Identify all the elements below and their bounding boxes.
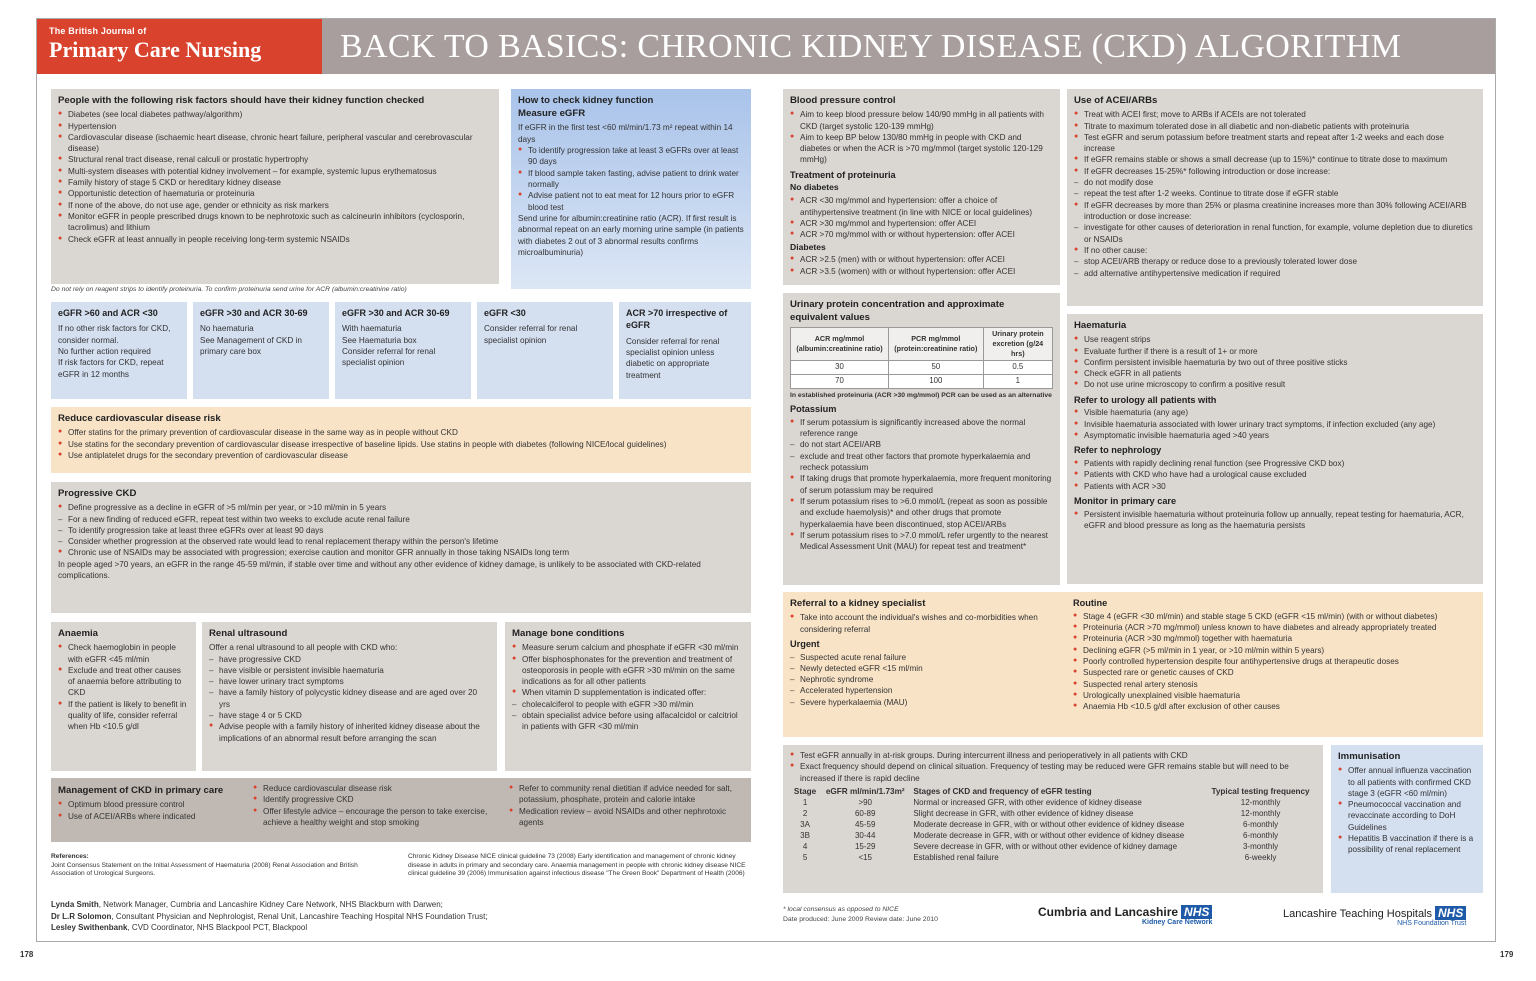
list-item: – For a new finding of reduced eGFR, repeat test within two weeks to exclude acute renal failure	[58, 514, 744, 525]
anaemia-box	[51, 622, 196, 771]
no-diabetes-list	[790, 195, 1053, 240]
kidney-care-network-logo	[1038, 905, 1212, 926]
egfr-outcome-line: No further action required	[58, 347, 151, 357]
list-item: ● Monitor eGFR in people prescribed drugs known to be nephrotoxic such as calcineurin inhibitors (cyclosporin, tacrolimus) and lithium	[58, 211, 492, 234]
list-item: ● If serum potassium rises to >7.0 mmol/L refer urgently to the nearest Medical Assessment Unit (MAU) for repeat test and treatment*	[790, 530, 1053, 553]
monitor-title: Monitor in primary care	[1074, 496, 1177, 507]
list-item: ● Stage 4 (eGFR <30 ml/min) and stable stage 5 CKD (eGFR <15 ml/min) (with or without diabetes)	[1073, 611, 1478, 622]
author-role: , Network Manager, Cumbria and Lancashire Kidney Care Network, NHS Blackburn with Darwen;	[98, 900, 443, 909]
list-item: – To identify progression take at least three eGFRs over at least 90 days	[58, 525, 744, 536]
list-item: ● Aim to keep BP below 130/80 mmHg in people with CKD and diabetes or when the ACR is >70 mg/mmol (target systolic 120-129 mmHg)	[790, 132, 1053, 166]
table-row	[791, 375, 1053, 389]
list-item: ● Patients with CKD who have had a urological cause excluded	[1074, 469, 1476, 480]
list-item: – have stage 4 or 5 CKD	[209, 710, 490, 721]
list-item: ● If eGFR decreases by more than 25% or plasma creatinine increases more than 30% following ACEI/ARB introduction or dose increase:	[1074, 200, 1476, 223]
list-item: ● ACR <30 mg/mmol and hypertension: offer a choice of antihypertensive treatment (in line with NICE or local guidelines)	[790, 195, 1053, 218]
table-cell: 6-monthly	[1242, 831, 1279, 841]
logo1-text: Cumbria and Lancashire	[1038, 905, 1179, 919]
ckd-stages-table	[790, 786, 1316, 864]
cvd-risk-list	[58, 427, 744, 461]
list-item: ● Use reagent strips	[1074, 334, 1476, 345]
logo2-sub: NHS Foundation Trust	[1397, 920, 1467, 927]
ckd-stages-box	[783, 745, 1323, 893]
list-item: ● Check eGFR in all patients	[1074, 368, 1476, 379]
list-item: ● Pneumococcal vaccination and revaccinate according to DoH Guidelines	[1338, 799, 1476, 833]
list-item: ● Structural renal tract disease, renal calculi or prostatic hypertrophy	[58, 154, 492, 165]
list-item: – have visible or persistent invisible haematuria	[209, 665, 490, 676]
table-header: Typical testing frequency	[1211, 786, 1310, 796]
egfr-outcome-box	[193, 302, 329, 399]
author-role: , CVD Coordinator, NHS Blackpool PCT, Blackpool	[127, 923, 308, 933]
table-header: Stages of CKD and frequency of eGFR testing	[913, 786, 1092, 796]
egfr-outcome-line: Consider referral for renal specialist opinion	[484, 324, 578, 345]
list-item: ● Measure serum calcium and phosphate if eGFR <30 ml/min	[512, 642, 744, 653]
egfr-outcome-line: Consider referral for renal specialist opinion unless diabetic on appropriate treatment	[626, 336, 720, 380]
diabetes-list	[790, 254, 1053, 277]
anaemia-list	[58, 642, 189, 733]
list-item: ● Offer lifestyle advice – encourage the person to take exercise, achieve a healthy weight and stop smoking	[253, 806, 498, 829]
table-cell: 1	[983, 375, 1052, 389]
list-item: ● Advise people with a family history of inherited kidney disease about the implications of an abnormal result before arranging the scan	[209, 721, 490, 744]
table-cell: 3-monthly	[1242, 842, 1279, 852]
table-cell: 3B	[800, 831, 810, 841]
list-item: ● If eGFR remains stable or shows a small decrease (up to 15%)* continue to titrate dose to maximum	[1074, 154, 1476, 165]
list-item: ● Suspected renal artery stenosis	[1073, 679, 1478, 690]
table-cell: 50	[889, 361, 984, 375]
page-title: BACK TO BASICS: CHRONIC KIDNEY DISEASE (CKD) ALGORITHM	[322, 19, 1496, 74]
management-box	[51, 778, 751, 842]
blood-pressure-box	[783, 89, 1060, 285]
list-item: ● Asymptomatic invisible haematuria aged >40 years	[1074, 430, 1476, 441]
list-item: ● Aim to keep blood pressure below 140/90 mmHg in all patients with CKD (target systolic 120-139 mmHg)	[790, 109, 1053, 132]
how-to-check-title: How to check kidney function	[518, 95, 654, 106]
renal-ultrasound-title: Renal ultrasound	[209, 628, 288, 639]
management-col-2	[253, 783, 498, 828]
measure-egfr-title: Measure eGFR	[518, 108, 586, 120]
potassium-list	[790, 417, 1053, 553]
progressive-ckd-title: Progressive CKD	[58, 488, 137, 499]
egfr-outcome-line: If no other risk factors for CKD, consider normal.	[58, 324, 171, 345]
acei-list	[1074, 109, 1476, 279]
haematuria-box	[1067, 314, 1483, 584]
list-item: ● Check haemoglobin in people with eGFR <45 ml/min	[58, 642, 189, 665]
list-item: ● To identify progression take at least 3 eGFRs over at least 90 days	[518, 145, 744, 168]
list-item: ● Confirm persistent invisible haematuria by two out of three positive sticks	[1074, 357, 1476, 368]
author-role: , Consultant Physician and Nephrologist, Renal Unit, Lancashire Teaching Hospital NHS Foundation Trust;	[111, 911, 488, 921]
authors	[51, 899, 488, 934]
proteinuria-title: Treatment of proteinuria	[790, 169, 896, 180]
egfr-outcome-line: Consider referral for renal specialist opinion	[342, 347, 436, 368]
author-name: Dr L.R Solomon	[51, 911, 112, 921]
list-item: – stop ACEI/ARB therapy or reduce dose to a previously tolerated lower dose	[1074, 256, 1476, 267]
list-item: ● Check eGFR at least annually in people receiving long-term systemic NSAIDs	[58, 234, 492, 245]
list-item: ● Medication review – avoid NSAIDs and other nephrotoxic agents	[509, 806, 747, 829]
egfr-outcome-box	[619, 302, 751, 399]
list-item: ● Offer annual influenza vaccination to all patients with confirmed CKD stage 3 (eGFR <60 ml/min)	[1338, 765, 1476, 799]
table-cell: Slight decrease in GFR, with other evidence of kidney disease	[913, 809, 1134, 819]
table-cell: 5	[802, 853, 808, 863]
table-header: eGFR ml/min/1.73m²	[825, 786, 905, 796]
list-item: – have a family history of polycystic kidney disease and are aged over 20 yrs	[209, 687, 490, 710]
table-cell: 1	[802, 798, 808, 808]
table-header: Urinary protein excretion (g/24 hrs)	[983, 328, 1052, 361]
list-item: ● Visible haematuria (any age)	[1074, 407, 1476, 418]
table-row	[790, 852, 1316, 863]
table-cell: 15-29	[854, 842, 876, 852]
table-cell: 30	[791, 361, 889, 375]
list-item: ● Offer bisphosphonates for the prevention and treatment of osteoporosis in people with eGFR >30 ml/min on the same indications as for all other patients	[512, 654, 744, 688]
list-item: ● If eGFR decreases 15-25%* following introduction or dose increase:	[1074, 166, 1476, 177]
monitor-list	[1074, 509, 1476, 532]
list-item: ● Invisible haematuria associated with lower urinary tract symptoms, if infection excluded (any age)	[1074, 419, 1476, 430]
poster	[36, 18, 1496, 942]
table-cell: Normal or increased GFR, with other evidence of kidney disease	[913, 798, 1142, 808]
progressive-ckd-list	[58, 502, 744, 559]
nhs-logo-icon: NHS	[1435, 906, 1466, 920]
list-item: ● Hypertension	[58, 121, 492, 132]
urgent-title: Urgent	[790, 638, 820, 649]
blood-pressure-list	[790, 109, 1053, 166]
bone-conditions-box	[505, 622, 751, 771]
references-left	[51, 853, 391, 879]
renal-ultrasound-list	[209, 654, 490, 745]
anaemia-title: Anaemia	[58, 628, 98, 639]
author-line	[51, 922, 488, 934]
journal-logo-small: The British Journal of	[49, 26, 147, 36]
table-cell: 30-44	[854, 831, 876, 841]
routine-title: Routine	[1073, 598, 1108, 608]
list-item: ● If the patient is likely to benefit in quality of life, consider referral when Hb <10.5 g/dl	[58, 699, 189, 733]
table-cell: Severe decrease in GFR, with or without other evidence of kidney damage	[913, 842, 1178, 852]
blood-pressure-title: Blood pressure control	[790, 95, 896, 106]
management-col-1	[58, 784, 243, 822]
risk-factors-title: People with the following risk factors should have their kidney function checked	[58, 95, 425, 106]
egfr-outcome-line: With haematuria	[342, 324, 402, 334]
list-item: – Accelerated hypertension	[790, 685, 1062, 696]
haematuria-title: Haematuria	[1074, 320, 1127, 331]
nephrology-list	[1074, 458, 1476, 492]
list-item: ● Persistent invisible haematuria without proteinuria follow up annually, repeat testing for haematuria, ACR, eGFR and blood pressure as long as the haematuria persists	[1074, 509, 1476, 532]
how-to-check-box	[511, 89, 751, 289]
table-header: Stage	[793, 786, 817, 796]
list-item: ● Multi-system diseases with potential kidney involvement – for example, systemic lupus erythematosus	[58, 166, 492, 177]
egfr-outcome-line: See Haematuria box	[342, 335, 417, 345]
diabetes-title: Diabetes	[790, 241, 826, 252]
egfr-outcome-title: eGFR <30	[484, 308, 526, 318]
table-cell: >90	[858, 798, 873, 808]
production-dates: Date produced: June 2009 Review date: June 2010	[783, 915, 938, 923]
journal-logo	[37, 19, 322, 74]
management-list-1	[58, 799, 243, 822]
list-item: – investigate for other causes of deterioration in renal function, for example, volume depletion due to diuretics or NSAIDs	[1074, 222, 1476, 245]
table-cell: 0.5	[983, 361, 1052, 375]
referral-list	[790, 612, 1062, 635]
referral-col-2	[1073, 597, 1478, 713]
list-item: ● ACR >2.5 (men) with or without hypertension: offer ACEI	[790, 254, 1053, 265]
cvd-risk-title: Reduce cardiovascular disease risk	[58, 413, 221, 424]
table-cell: 70	[791, 375, 889, 389]
pcr-note: In established proteinuria (ACR >30 mg/mmol) PCR can be used as an alternative	[790, 391, 1052, 399]
list-item: ● Proteinuria (ACR >70 mg/mmol) unless known to have diabetes and already appropriately treated	[1073, 622, 1478, 633]
author-name: Lynda Smith	[51, 900, 99, 909]
list-item: ● If no other cause:	[1074, 245, 1476, 256]
list-item: ● Advise patient not to eat meat for 12 hours prior to eGFR blood test	[518, 190, 744, 213]
author-line	[51, 911, 488, 923]
list-item: ● Exclude and treat other causes of anaemia before attributing to CKD	[58, 665, 189, 699]
haematuria-list	[1074, 334, 1476, 391]
list-item: – exclude and treat other factors that promote hyperkalaemia and recheck potassium	[790, 451, 1053, 474]
list-item: – Newly detected eGFR <15 ml/min	[790, 663, 1062, 674]
how-to-check-text: If eGFR in the first test <60 ml/min/1.73 m² repeat within 14 days	[518, 123, 733, 144]
table-cell: Moderate decrease in GFR, with or without other evidence of kidney disease	[913, 820, 1185, 830]
list-item: ● Take into account the individual's wishes and co-morbidities when considering referral	[790, 612, 1062, 635]
list-item: ● Patients with rapidly declining renal function (see Progressive CKD box)	[1074, 458, 1476, 469]
acr-text: Send urine for albumin:creatinine ratio (ACR). If first result is abnormal repeat on an early morning urine sample (in patients with diabetes 2 out of 3 abnormal results confirms microalbuminuria)	[518, 213, 744, 257]
urinary-protein-box	[783, 293, 1060, 585]
progressive-ckd-text: In people aged >70 years, an eGFR in the range 45-59 ml/min, if stable over time and without any other evidence of kidney damage, is unlikely to be associated with CKD-related complications.	[58, 559, 701, 581]
list-item: ● When vitamin D supplementation is indicated offer:	[512, 687, 744, 698]
routine-list	[1073, 611, 1478, 713]
management-col-3	[509, 783, 747, 828]
management-list-3	[509, 783, 747, 828]
list-item: ● Test eGFR and serum potassium before treatment starts and repeat after 1-2 weeks and each dose increase	[1074, 132, 1476, 155]
list-item: ● Test eGFR annually in at-risk groups. During intercurrent illness and perioperatively in all patients with CKD	[790, 750, 1316, 761]
footer-notes	[783, 905, 938, 925]
egfr-outcome-title: ACR >70 irrespective of eGFR	[626, 308, 728, 331]
table-row	[790, 819, 1316, 830]
table-header-row	[790, 786, 1316, 797]
renal-ultrasound-intro: Offer a renal ultrasound to all people with CKD who:	[209, 643, 398, 653]
list-item: ● If serum potassium rises to >6.0 mmol/L (repeat as soon as possible and exclude haemolysis)* and other drugs that promote hyperkalaemia have been discontinued, stop ACEI/ARBs	[790, 496, 1053, 530]
list-item: ● Use statins for the secondary prevention of cardiovascular disease irrespective of baseline lipids. Use statins in people with diabetes (following NICE/local guidelines)	[58, 439, 744, 450]
list-item: – Nephrotic syndrome	[790, 674, 1062, 685]
list-item: ● If serum potassium is significantly increased above the normal reference range	[790, 417, 1053, 440]
table-cell: 45-59	[854, 820, 876, 830]
no-diabetes-title: No diabetes	[790, 182, 839, 193]
egfr-outcome-box	[335, 302, 471, 399]
list-item: – do not modify dose	[1074, 177, 1476, 188]
egfr-outcome-line: See Management of CKD in primary care box	[200, 335, 302, 357]
list-item: ● Reduce cardiovascular disease risk	[253, 783, 498, 794]
list-item: – cholecalciferol to people with eGFR >30 ml/min	[512, 699, 744, 710]
management-list-2	[253, 783, 498, 828]
urinary-protein-table	[790, 327, 1053, 388]
table-row	[790, 797, 1316, 808]
referral-title: Referral to a kidney specialist	[790, 598, 926, 609]
list-item: ● ACR >70 mg/mmol with or without hypertension: offer ACEI	[790, 229, 1053, 240]
table-cell: 12-monthly	[1240, 809, 1281, 819]
bone-conditions-list	[512, 642, 744, 733]
egfr-outcome-box	[477, 302, 613, 399]
urinary-protein-title: Urinary protein concentration and approximate equivalent values	[790, 299, 1005, 324]
risk-factors-box	[51, 89, 499, 284]
how-to-check-list	[518, 145, 744, 213]
table-cell: 60-89	[854, 809, 876, 819]
table-cell: 12-monthly	[1240, 798, 1281, 808]
list-item: ● If none of the above, do not use age, gender or ethnicity as risk markers	[58, 200, 492, 211]
list-item: ● Diabetes (see local diabetes pathway/algorithm)	[58, 109, 492, 120]
bone-conditions-title: Manage bone conditions	[512, 628, 625, 639]
proteinuria-note: Do not rely on reagent strips to identify proteinuria. To confirm proteinuria send urine for ACR (albumin:creatinine ratio)	[51, 286, 407, 293]
list-item: ● Declining eGFR (>5 ml/min in 1 year, or >10 ml/min within 5 years)	[1073, 645, 1478, 656]
list-item: ● If taking drugs that promote hyperkalaemia, more frequent monitoring of serum potassium may be required	[790, 473, 1053, 496]
nephrology-title: Refer to nephrology	[1074, 445, 1162, 456]
references-title: References:	[51, 853, 89, 860]
progressive-ckd-box	[51, 482, 751, 613]
table-cell: 6-monthly	[1242, 820, 1279, 830]
list-item: – have progressive CKD	[209, 654, 490, 665]
list-item: ● Proteinuria (ACR >30 mg/mmol) together with haematuria	[1073, 633, 1478, 644]
list-item: ● ACR >30 mg/mmol and hypertension: offer ACEI	[790, 218, 1053, 229]
journal-logo-name: Primary Care Nursing	[49, 37, 262, 62]
table-row	[790, 830, 1316, 841]
acei-box	[1067, 89, 1483, 306]
list-item: ● If blood sample taken fasting, advise patient to drink water normally	[518, 168, 744, 191]
egfr-outcome-title: eGFR >30 and ACR 30-69	[200, 308, 308, 318]
list-item: – do not start ACEI/ARB	[790, 439, 1053, 450]
list-item: ● Treat with ACEI first; move to ARBs if ACEIs are not tolerated	[1074, 109, 1476, 120]
potassium-title: Potassium	[790, 404, 837, 415]
renal-ultrasound-box	[202, 622, 497, 771]
list-item: – repeat the test after 1-2 weeks. Continue to titrate dose if eGFR stable	[1074, 188, 1476, 199]
egfr-outcome-line: If risk factors for CKD, repeat eGFR in 12 months	[58, 358, 164, 379]
list-item: – Suspected acute renal failure	[790, 652, 1062, 663]
list-item: ● Exact frequency should depend on clinical situation. Frequency of testing may be reduced were GFR remains stable but will need to be increased if there is rapid decline	[790, 761, 1316, 784]
urology-title: Refer to urology all patients with	[1074, 394, 1217, 405]
urology-list	[1074, 407, 1476, 441]
list-item: ● Poorly controlled hypertension despite four antihypertensive drugs at therapeutic doses	[1073, 656, 1478, 667]
list-item: ● Offer statins for the primary prevention of cardiovascular disease in the same way as in people without CKD	[58, 427, 744, 438]
references-right	[408, 853, 748, 879]
immunisation-list	[1338, 765, 1476, 856]
logo1-sub: Kidney Care Network	[1141, 919, 1213, 926]
list-item: – add alternative antihypertensive medication if required	[1074, 268, 1476, 279]
list-item: ● ACR >3.5 (women) with or without hypertension: offer ACEI	[790, 266, 1053, 277]
list-item: – Consider whether progression at the observed rate would lead to renal replacement therapy within the person's lifetime	[58, 536, 744, 547]
page-number-right: 179	[1500, 950, 1514, 959]
management-title: Management of CKD in primary care	[58, 785, 224, 796]
references-text-left: Joint Consensus Statement on the Initial Assessment of Haematuria (2008) Renal Association and British Association of Urological Surgeons.	[51, 861, 358, 878]
table-row	[791, 361, 1053, 375]
list-item: ● Suspected rare or genetic causes of CKD	[1073, 667, 1478, 678]
page-number-left: 178	[20, 950, 34, 959]
list-item: ● Refer to community renal dietitian if advice needed for salt, potassium, phosphate, protein and calorie intake	[509, 783, 747, 806]
table-row	[790, 808, 1316, 819]
table-cell: 2	[802, 809, 808, 819]
list-item: ● Optimum blood pressure control	[58, 799, 243, 810]
list-item: ● Anaemia Hb <10.5 g/dl after exclusion of other causes	[1073, 701, 1478, 712]
table-cell: 4	[802, 842, 808, 852]
list-item: ● Evaluate further if there is a result of 1+ or more	[1074, 346, 1476, 357]
immunisation-title: Immunisation	[1338, 751, 1401, 762]
nhs-logo-icon: NHS	[1181, 905, 1212, 919]
table-header-row	[791, 328, 1053, 361]
consensus-note: * local consensus as opposed to NICE	[783, 906, 899, 913]
immunisation-box	[1331, 745, 1483, 893]
list-item: ● Do not use urine microscopy to confirm a positive result	[1074, 379, 1476, 390]
table-header: ACR mg/mmol (albumin:creatinine ratio)	[791, 328, 889, 361]
list-item: – obtain specialist advice before using alfacalcidol or calcitriol in patients with GFR <30 ml/min	[512, 710, 744, 733]
author-name: Lesley Swithenbank	[51, 923, 128, 933]
ckd-stages-rows	[790, 797, 1316, 863]
list-item: ● Use of ACEI/ARBs where indicated	[58, 811, 243, 822]
table-cell: 3A	[800, 820, 810, 830]
lancashire-hospitals-logo	[1283, 906, 1466, 927]
referral-box	[783, 592, 1483, 737]
egfr-outcome-title: eGFR >30 and ACR 30-69	[342, 308, 450, 318]
list-item: ● Identify progressive CKD	[253, 794, 498, 805]
table-cell: 6-weekly	[1244, 853, 1277, 863]
table-header: PCR mg/mmol (protein:creatinine ratio)	[889, 328, 984, 361]
list-item: – have lower urinary tract symptoms	[209, 676, 490, 687]
egfr-outcome-line: No haematuria	[200, 324, 254, 334]
referral-col-1	[790, 597, 1062, 708]
list-item: ● Family history of stage 5 CKD or hereditary kidney disease	[58, 177, 492, 188]
list-item: ● Urologically unexplained visible haematuria	[1073, 690, 1478, 701]
list-item: ● Opportunistic detection of haematuria or proteinuria	[58, 188, 492, 199]
author-line	[51, 899, 488, 911]
list-item: ● Hepatitis B vaccination if there is a possibility of renal replacement	[1338, 833, 1476, 856]
acei-title: Use of ACEI/ARBs	[1074, 95, 1158, 106]
list-item: ● Titrate to maximum tolerated dose in all diabetic and non-diabetic patients with proteinuria	[1074, 121, 1476, 132]
list-item: ● Use antiplatelet drugs for the secondary prevention of cardiovascular disease	[58, 450, 744, 461]
list-item: ● Chronic use of NSAIDs may be associated with progression; exercise caution and monitor GFR annually in those taking NSAIDs long term	[58, 547, 744, 558]
logo2-text: Lancashire Teaching Hospitals	[1283, 908, 1432, 920]
references-text-right: Chronic Kidney Disease NICE clinical guideline 73 (2008) Early identification and management of chronic kidney disease in adults in primary and secondary care. Anaemia management in people with chronic kidney disease NICE clinical guideline 39 (2006) Immunisation against infectious disease "The Green Book" Department of Health (2006)	[408, 853, 746, 878]
list-item: ● Define progressive as a decline in eGFR of >5 ml/min per year, or >10 ml/min in 5 years	[58, 502, 744, 513]
testing-list	[790, 750, 1316, 784]
table-cell: <15	[858, 853, 873, 863]
table-cell: 100	[889, 375, 984, 389]
egfr-outcome-title: eGFR >60 and ACR <30	[58, 308, 158, 318]
table-row	[790, 841, 1316, 852]
urgent-list	[790, 652, 1062, 709]
table-cell: Moderate decrease in GFR, with or without other evidence of kidney disease	[913, 831, 1185, 841]
egfr-outcome-box	[51, 302, 187, 399]
cvd-risk-box	[51, 407, 751, 473]
list-item: ● Cardiovascular disease (ischaemic heart disease, chronic heart failure, peripheral vascular and cerebrovascular disease)	[58, 132, 492, 155]
risk-factors-list	[58, 109, 492, 245]
table-cell: Established renal failure	[913, 853, 999, 863]
list-item: ● Patients with ACR >30	[1074, 481, 1476, 492]
list-item: – Severe hyperkalaemia (MAU)	[790, 697, 1062, 708]
